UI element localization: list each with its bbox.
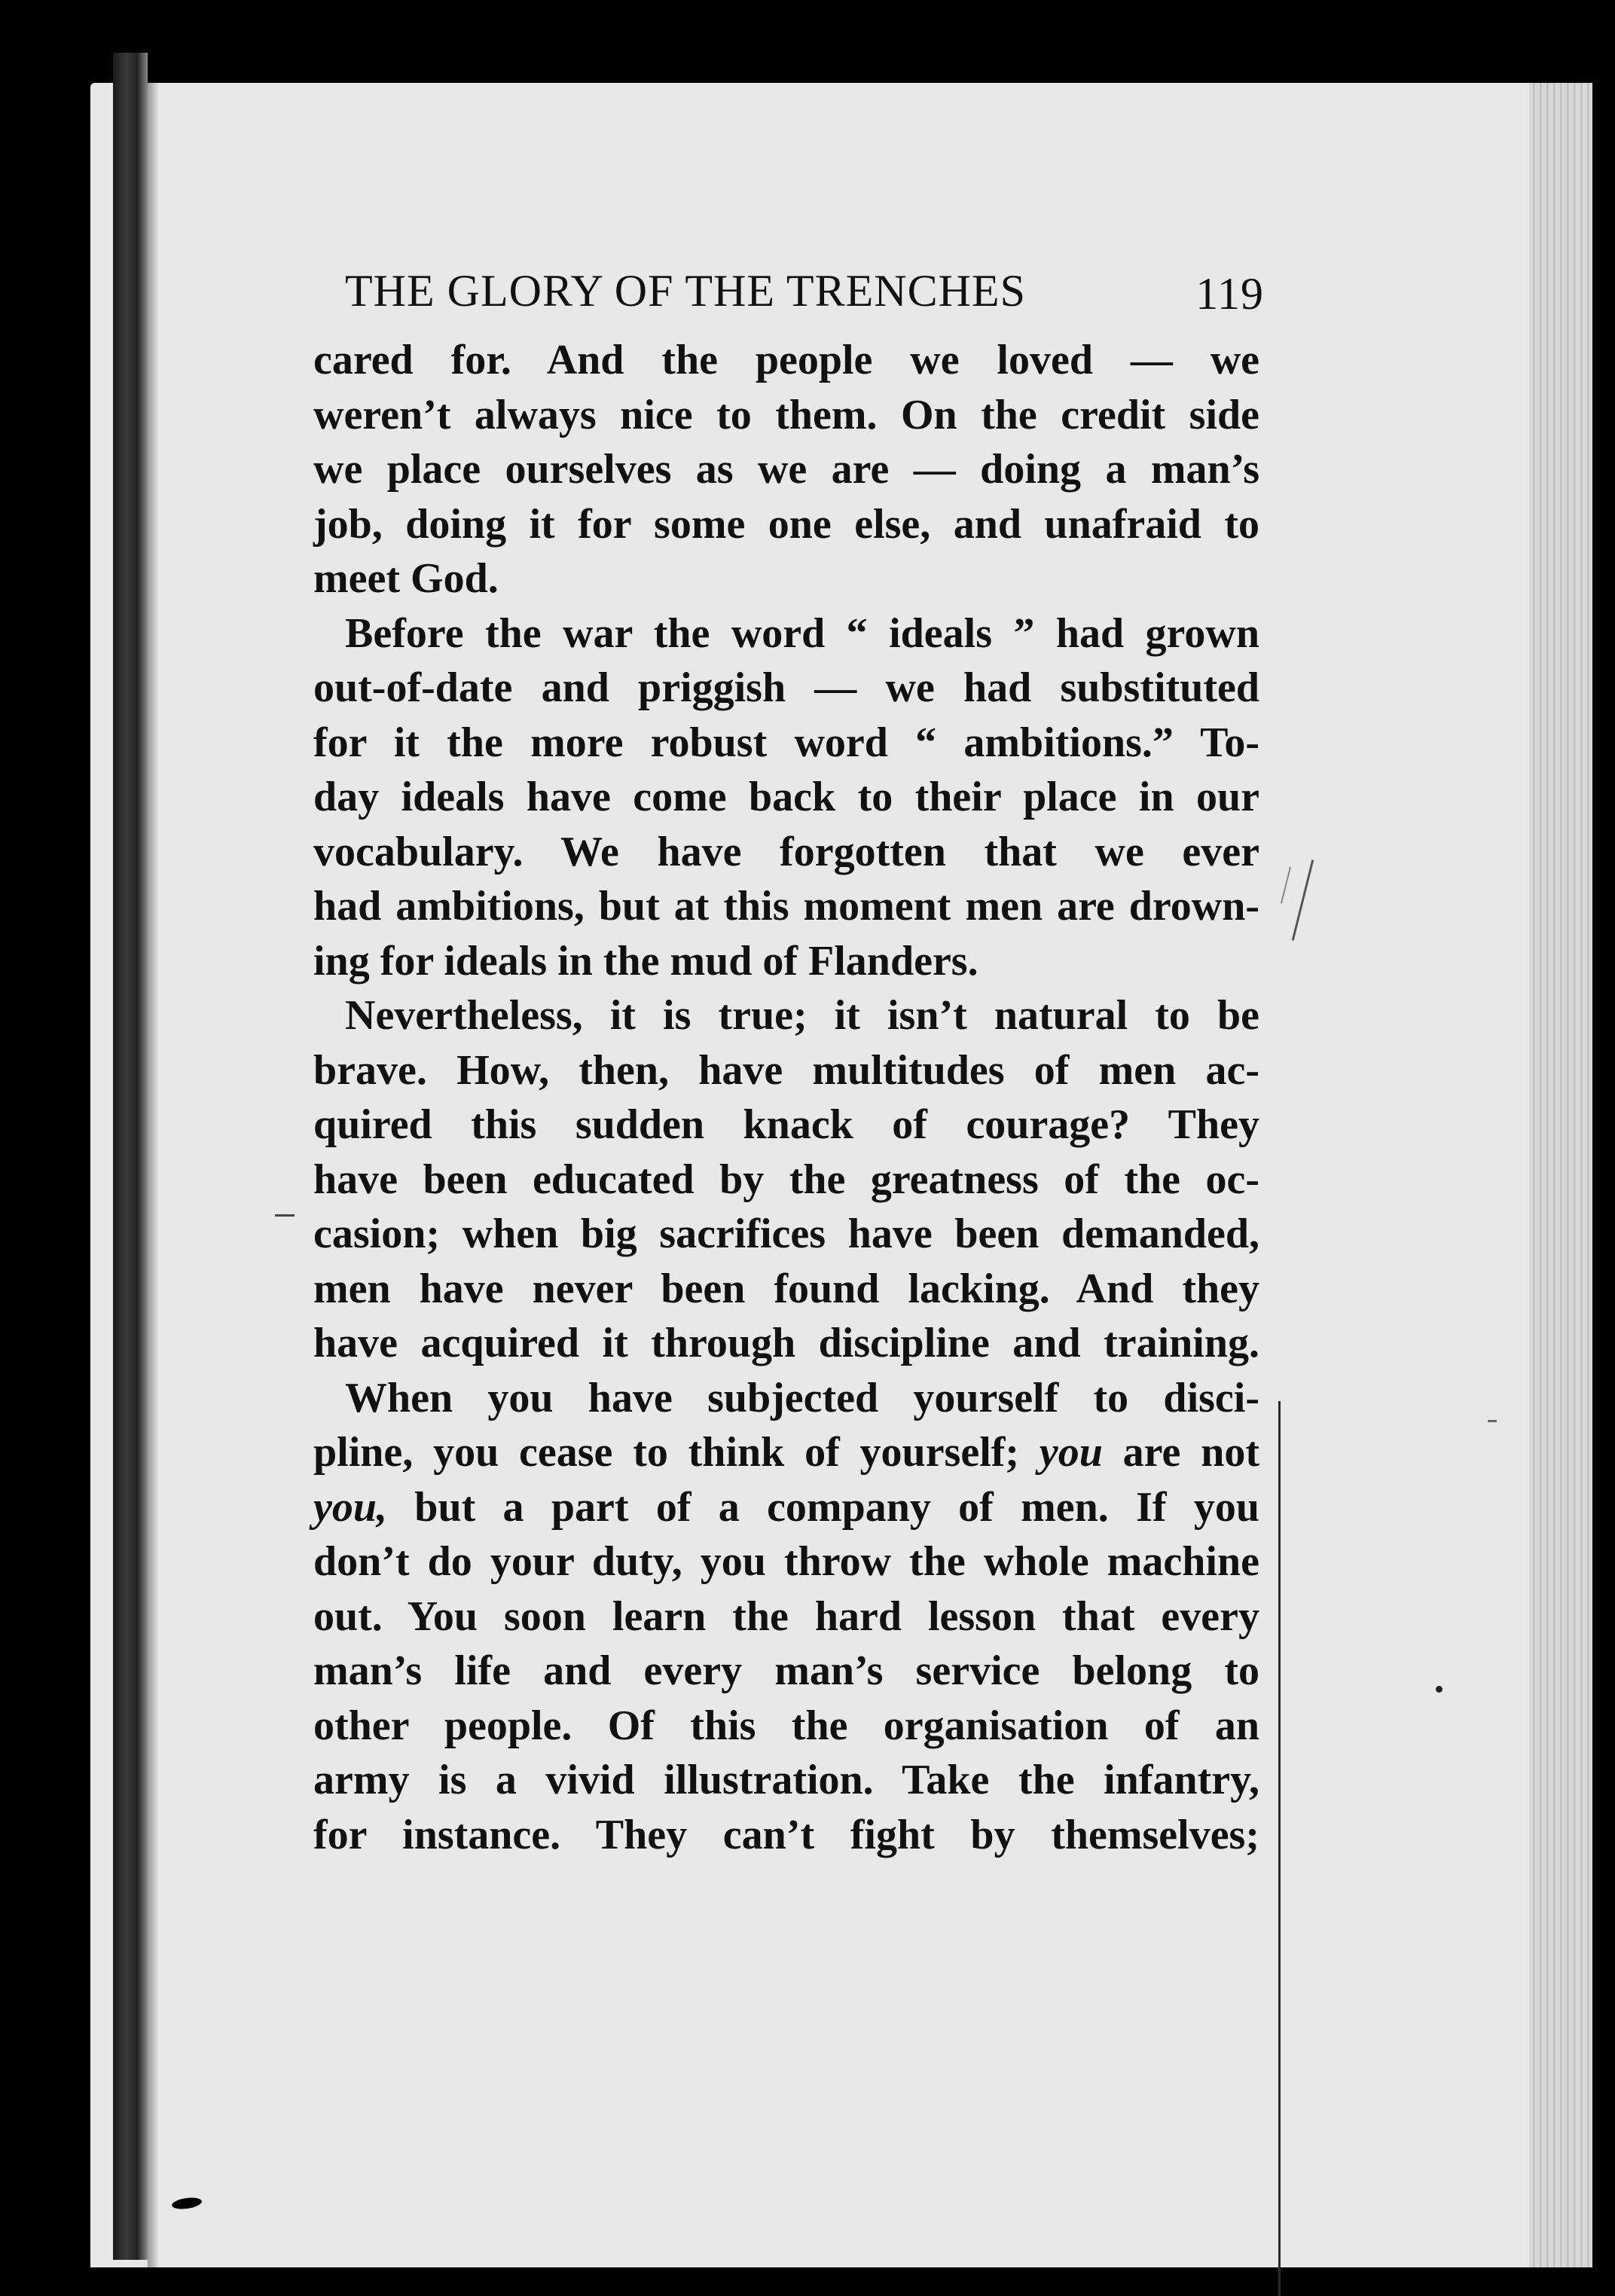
text-line: you, but a part of a company of men. If you xyxy=(313,1483,1259,1531)
paragraph-3 xyxy=(313,988,1259,1371)
text-line: weren’t always nice to them. On the credit side xyxy=(313,391,1259,438)
text-line: out. You soon learn the hard lesson that every xyxy=(313,1592,1259,1640)
scan-top-border xyxy=(0,0,1615,83)
text-line: had ambitions, but at this moment men are drown- xyxy=(313,883,1259,930)
text-line: meet God. xyxy=(313,555,499,602)
text-line: pline, you cease to think of yourself; you are not xyxy=(313,1429,1259,1476)
binding-gutter xyxy=(113,53,148,2260)
text-line: casion; when big sacrifices have been demanded, xyxy=(313,1211,1259,1257)
paragraph-1 xyxy=(313,333,1259,606)
text-line: When you have subjected yourself to disci- xyxy=(345,1374,1259,1421)
text-line: for it the more robust word “ ambitions.” To- xyxy=(313,719,1259,766)
text-line: day ideals have come back to their place in our xyxy=(313,774,1259,820)
paragraph-4 xyxy=(313,1371,1259,1863)
running-head-title: THE GLORY OF THE TRENCHES xyxy=(345,266,1026,316)
text-line: ing for ideals in the mud of Flanders. xyxy=(313,937,978,985)
text-line: for instance. They can’t fight by themselves; xyxy=(313,1811,1259,1858)
text-line: have been educated by the greatness of the oc- xyxy=(313,1156,1259,1203)
text-line: Before the war the word “ ideals ” had grown xyxy=(345,609,1259,657)
paragraph-2 xyxy=(313,606,1259,989)
right-border-shadow xyxy=(1592,75,1615,2296)
text-line: brave. How, then, have multitudes of men ac- xyxy=(313,1046,1259,1094)
text-block xyxy=(313,265,1264,1862)
text-line: other people. Of this the organisation of an xyxy=(313,1702,1259,1749)
text-line: man’s life and every man’s service belong to xyxy=(313,1647,1259,1694)
text-line: quired this sudden knack of courage? They xyxy=(313,1101,1259,1148)
page-edge-stack xyxy=(1529,83,1592,2267)
ink-dot-mark xyxy=(1436,1686,1443,1693)
pencil-dash-mark xyxy=(275,1214,295,1217)
page-number: 119 xyxy=(1195,269,1264,319)
text-line: vocabulary. We have forgotten that we ever xyxy=(313,828,1259,875)
pencil-tick-mark xyxy=(1488,1420,1497,1422)
text-line: don’t do your duty, you throw the whole machine xyxy=(313,1538,1259,1585)
text-line: have acquired it through discipline and training. xyxy=(313,1320,1259,1366)
text-line: men have never been found lacking. And they xyxy=(313,1265,1259,1312)
gutter-highlight xyxy=(148,83,158,2267)
running-head xyxy=(313,265,1264,333)
text-line: cared for. And the people we loved — we xyxy=(313,337,1259,383)
text-line: out-of-date and priggish — we had substituted xyxy=(313,664,1259,711)
text-line: job, doing it for some one else, and unafraid to xyxy=(313,500,1259,548)
text-line: army is a vivid illustration. Take the infantry, xyxy=(313,1757,1259,1803)
text-line: we place ourselves as we are — doing a man’s xyxy=(313,446,1259,493)
text-line: Nevertheless, it is true; it isn’t natural to be xyxy=(345,992,1259,1039)
